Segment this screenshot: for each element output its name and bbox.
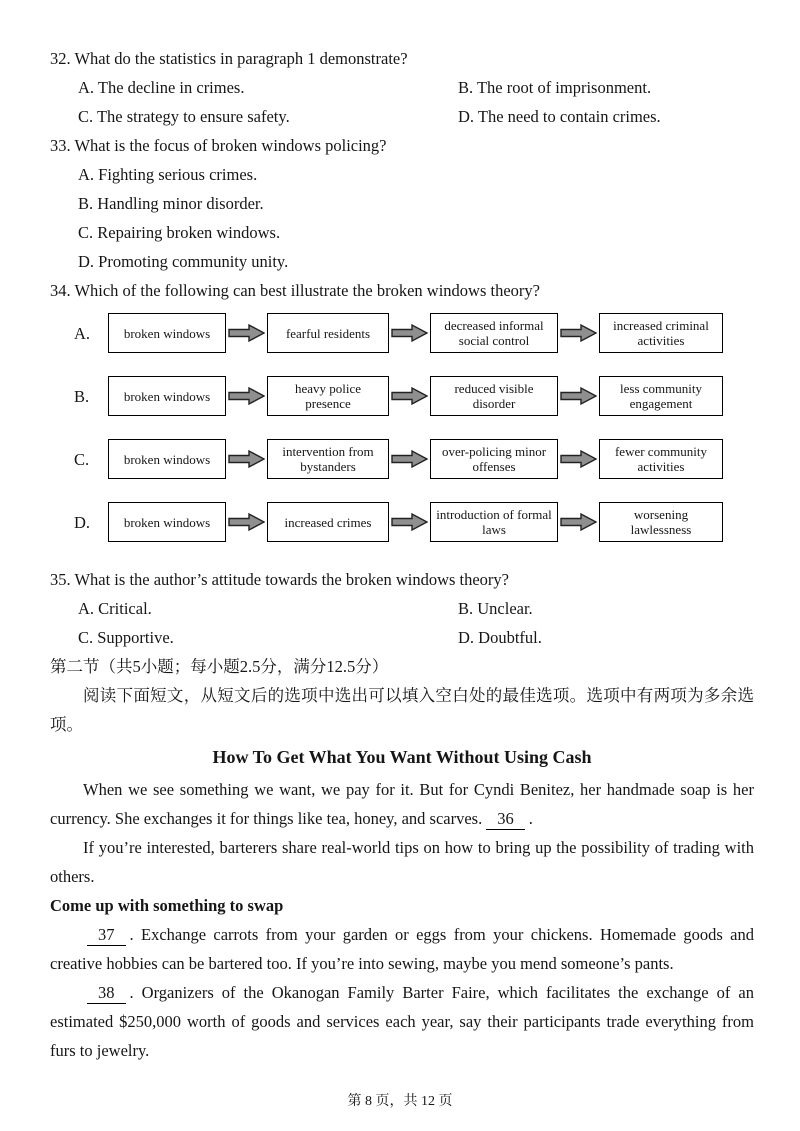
option: C. Repairing broken windows. [78, 223, 281, 242]
flow-box: broken windows [108, 502, 226, 542]
flow-box: increased crimes [267, 502, 389, 542]
question-33-stem: 33. What is the focus of broken windows policing? [50, 136, 387, 155]
option: B. Unclear. [458, 599, 533, 618]
flow-row-label: C. [74, 449, 90, 469]
arrow-right-icon [228, 447, 265, 471]
flow-row-label: D. [74, 512, 91, 532]
paragraph-text: . Exchange carrots from your garden or eggs from your chickens. Homemade goods and creative hobbies can be bartered too. If you’re into sewing, maybe you mend someone’s pants. [50, 925, 754, 973]
flow-box: worsening lawlessness [599, 502, 723, 542]
arrow-right-icon [228, 384, 265, 408]
question-32-options [50, 73, 754, 131]
paragraph [50, 978, 754, 1065]
passage-title: How To Get What You Want Without Using Cash [212, 747, 592, 767]
arrow-right-icon [228, 321, 265, 345]
question-32-stem: 32. What do the statistics in paragraph 1 demonstrate? [50, 49, 408, 68]
flow-row [74, 313, 754, 353]
flow-box: broken windows [108, 439, 226, 479]
paragraph-text: . Organizers of the Okanogan Family Barter Faire, which facilitates the exchange of an estimated $250,000 worth of goods and services each year, say their participants trade everything from furs to jewelry. [50, 983, 754, 1060]
flow-box: less community engagement [599, 376, 723, 416]
blank-36: 36 [486, 809, 525, 830]
paragraph [50, 920, 754, 978]
flow-box: decreased informal social control [430, 313, 558, 353]
passage-subheading: Come up with something to swap [50, 896, 284, 915]
question-35-stem: 35. What is the author’s attitude towards the broken windows theory? [50, 570, 510, 589]
question-34-stem: 34. Which of the following can best illustrate the broken windows theory? [50, 281, 540, 300]
option: D. Doubtful. [458, 628, 542, 647]
section-heading: 第二节（共5小题；每小题2.5分，满分12.5分） [50, 657, 389, 676]
question-33-options [50, 160, 754, 276]
flow-box: broken windows [108, 313, 226, 353]
flow-box: fearful residents [267, 313, 389, 353]
option: A. The decline in crimes. [78, 78, 245, 97]
flow-box: reduced visible disorder [430, 376, 558, 416]
flow-box: broken windows [108, 376, 226, 416]
flow-row [74, 502, 754, 542]
flowchart [50, 313, 754, 542]
blank-38: 38 [87, 983, 126, 1004]
paragraph: If you’re interested, barterers share real-world tips on how to bring up the possibility of trading with others. [50, 838, 754, 886]
flow-box: fewer community activities [599, 439, 723, 479]
flow-row-label: B. [74, 386, 90, 406]
option: A. Fighting serious crimes. [78, 165, 258, 184]
arrow-right-icon [560, 510, 597, 534]
flow-row [74, 376, 754, 416]
paragraph-text: When we see something we want, we pay for it. But for Cyndi Benitez, her handmade soap is her currency. She exchanges it for things like tea, honey, and scarves. [50, 780, 754, 828]
flow-box: over-policing minor offenses [430, 439, 558, 479]
arrow-right-icon [560, 447, 597, 471]
blank-37: 37 [87, 925, 126, 946]
option: B. Handling minor disorder. [78, 194, 264, 213]
arrow-right-icon [228, 510, 265, 534]
arrow-right-icon [391, 510, 428, 534]
option: B. The root of imprisonment. [458, 78, 652, 97]
arrow-right-icon [391, 447, 428, 471]
flow-box: introduction of formal laws [430, 502, 558, 542]
flow-box: heavy police presence [267, 376, 389, 416]
arrow-right-icon [560, 384, 597, 408]
arrow-right-icon [391, 384, 428, 408]
question-35-options [50, 594, 754, 652]
page-footer: 第 8 页，共 12 页 [347, 1094, 453, 1109]
flow-row-label: A. [74, 323, 91, 343]
section-instructions: 阅读下面短文，从短文后的选项中选出可以填入空白处的最佳选项。选项中有两项为多余选项。 [50, 686, 754, 734]
paragraph [50, 775, 754, 833]
option: D. The need to contain crimes. [458, 107, 661, 126]
flow-box: increased criminal activities [599, 313, 723, 353]
arrow-right-icon [560, 321, 597, 345]
arrow-right-icon [391, 321, 428, 345]
flow-box: intervention from bystanders [267, 439, 389, 479]
option: A. Critical. [78, 599, 152, 618]
option: C. The strategy to ensure safety. [78, 107, 290, 126]
paragraph-text: . [528, 809, 533, 828]
flow-row [74, 439, 754, 479]
option: D. Promoting community unity. [78, 252, 289, 271]
option: C. Supportive. [78, 628, 174, 647]
